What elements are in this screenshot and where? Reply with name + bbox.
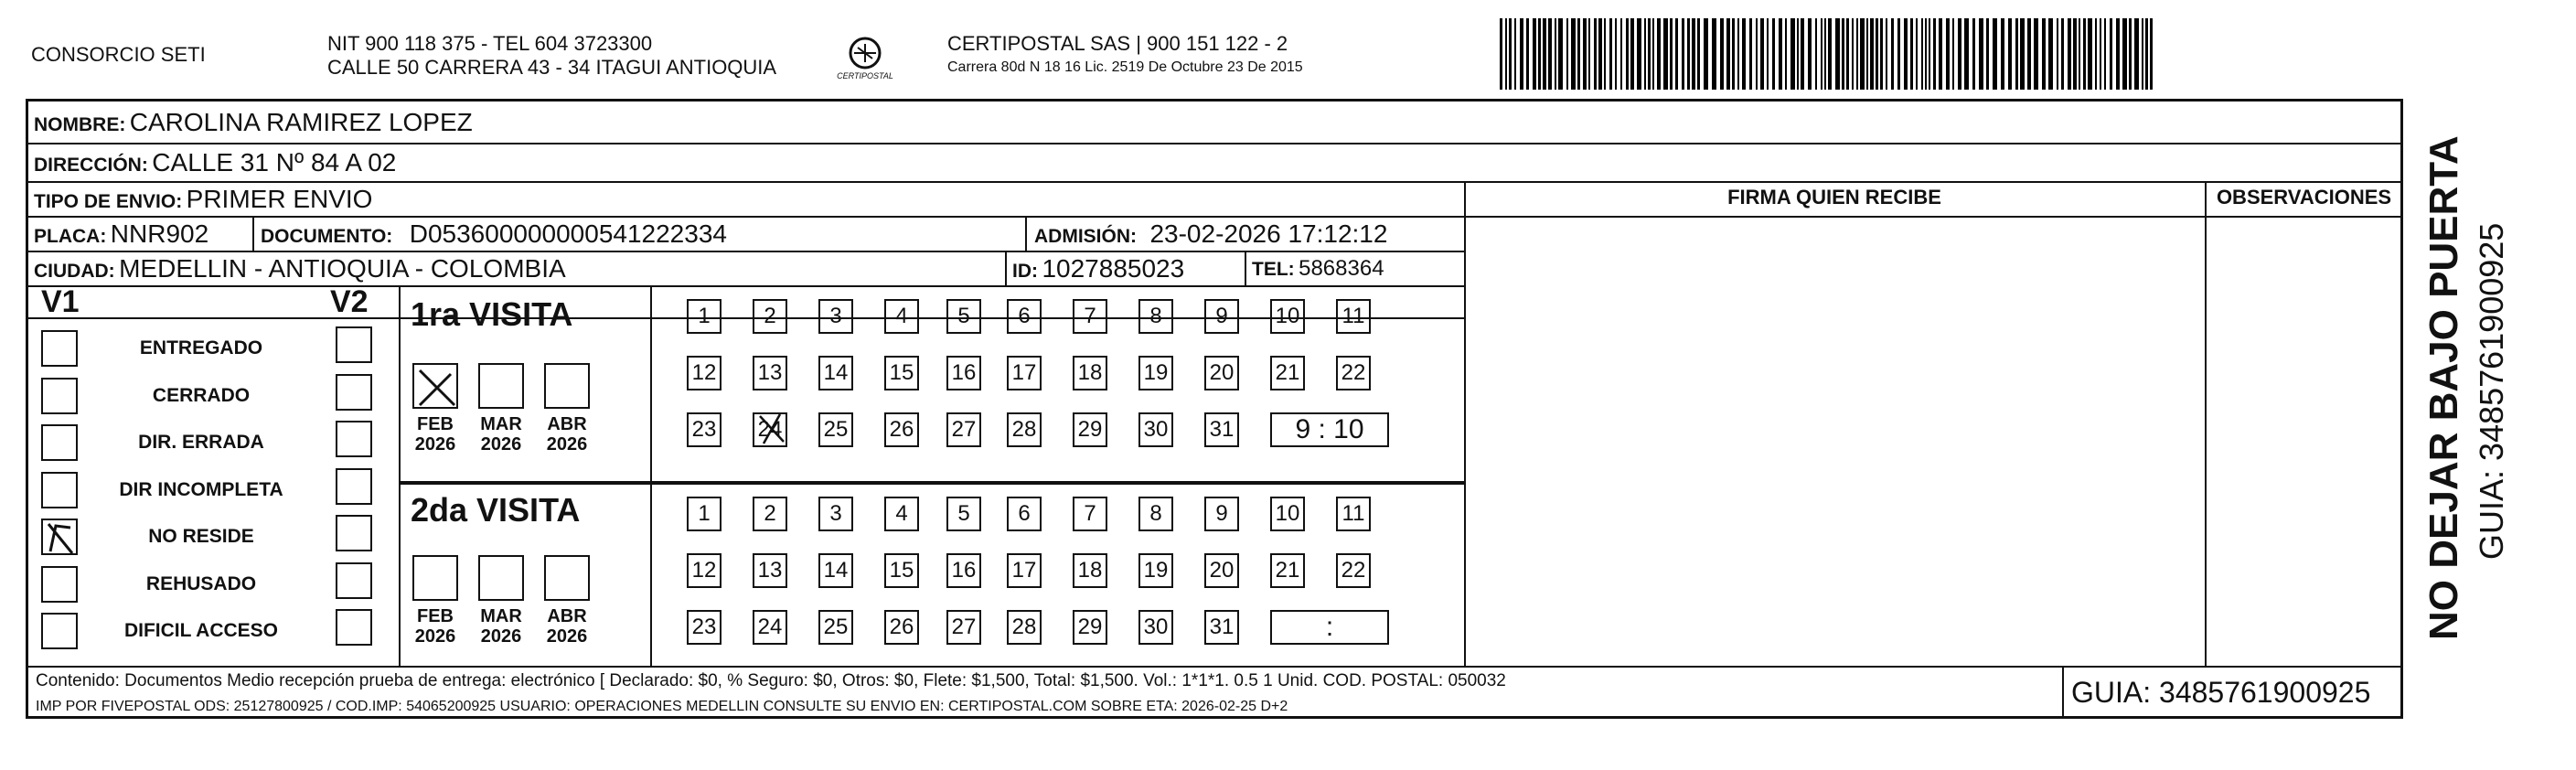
barcode-bar — [1929, 18, 1930, 90]
barcode-bar — [1558, 18, 1563, 90]
barcode-bar — [1891, 18, 1894, 90]
day-checkbox[interactable]: 18 — [1073, 553, 1107, 588]
day-checkbox[interactable]: 3 — [818, 299, 853, 334]
barcode-bar — [1790, 18, 1795, 90]
day-checkbox[interactable]: 14 — [818, 553, 853, 588]
barcode-bar — [1571, 18, 1576, 90]
id-cell: ID: 1027885023 — [1012, 254, 1185, 283]
day-checkbox[interactable]: 22 — [1336, 356, 1371, 390]
barcode-bar — [1972, 18, 1975, 90]
day-checkbox[interactable]: 30 — [1138, 610, 1173, 645]
day-checkbox[interactable]: 17 — [1007, 356, 1042, 390]
day-checkbox[interactable]: 5 — [946, 497, 981, 531]
barcode-bar — [1939, 18, 1942, 90]
documento-cell: DOCUMENTO: D053600000000541222334 — [261, 219, 727, 248]
day-checkbox[interactable]: 26 — [884, 610, 919, 645]
handwritten-mark-icon — [43, 520, 80, 557]
month-label — [538, 606, 596, 647]
day-checkbox[interactable]: 15 — [884, 356, 919, 390]
tipo-row: TIPO DE ENVIO: PRIMER ENVIO — [34, 185, 373, 213]
barcode-bar — [1979, 18, 1983, 90]
delivery-form — [26, 99, 2403, 719]
barcode-bar — [1993, 18, 1997, 90]
v1-checkbox[interactable] — [41, 330, 78, 367]
v2-checkbox[interactable] — [336, 326, 372, 363]
barcode-bar — [1866, 18, 1868, 90]
barcode — [1500, 18, 2158, 90]
month-name: FEB — [417, 606, 454, 626]
day-checkbox[interactable]: 11 — [1336, 299, 1371, 334]
barcode-bar — [1946, 18, 1950, 90]
barcode-bar — [1712, 18, 1716, 90]
day-checkbox[interactable]: 12 — [687, 553, 721, 588]
time-field[interactable]: 9 : 10 — [1270, 412, 1389, 447]
ciudad-value: MEDELLIN - ANTIOQUIA - COLOMBIA — [119, 254, 566, 283]
day-checkbox[interactable]: 6 — [1007, 497, 1042, 531]
barcode-bar — [1737, 18, 1739, 90]
certipostal-line: CERTIPOSTAL SAS | 900 151 122 - 2 — [947, 32, 1288, 55]
status-label: DIR INCOMPLETA — [119, 478, 283, 500]
v2-checkbox[interactable] — [336, 468, 372, 505]
barcode-bar — [1604, 18, 1606, 90]
barcode-bar — [1615, 18, 1617, 90]
day-checkbox[interactable]: 1 — [687, 497, 721, 531]
barcode-bar — [1916, 18, 1918, 90]
day-checkbox[interactable]: 7 — [1073, 299, 1107, 334]
footer-guia: GUIA: 3485761900925 — [2071, 676, 2371, 709]
barcode-bar — [2057, 18, 2058, 90]
day-checkbox[interactable]: 24 — [753, 412, 787, 447]
day-checkbox[interactable]: 3 — [818, 497, 853, 531]
v2-checkbox[interactable] — [336, 562, 372, 599]
barcode-bar — [1704, 18, 1708, 90]
barcode-bar — [2001, 18, 2004, 90]
documento-value: D053600000000541222334 — [409, 219, 727, 248]
barcode-bar — [1749, 18, 1752, 90]
barcode-bar — [2129, 18, 2132, 90]
barcode-bar — [1732, 18, 1735, 90]
day-checkbox[interactable]: 15 — [884, 553, 919, 588]
status-label: DIR. ERRADA — [138, 432, 264, 453]
day-checkbox[interactable]: 4 — [884, 497, 919, 531]
day-checkbox[interactable]: 31 — [1204, 610, 1239, 645]
day-checkbox[interactable]: 23 — [687, 412, 721, 447]
nombre-row: NOMBRE: CAROLINA RAMIREZ LOPEZ — [34, 108, 473, 136]
barcode-bar — [1598, 18, 1602, 90]
barcode-bar — [1609, 18, 1612, 90]
barcode-bar — [1675, 18, 1678, 90]
barcode-bar — [1964, 18, 1969, 90]
day-checkbox[interactable]: 8 — [1138, 299, 1173, 334]
barcode-bar — [1652, 18, 1654, 90]
barcode-bar — [1682, 18, 1684, 90]
v1-label: V1 — [41, 284, 80, 319]
barcode-bar — [1808, 18, 1812, 90]
barcode-bar — [1720, 18, 1724, 90]
status-label: NO RESIDE — [148, 526, 254, 547]
admision-cell: ADMISIÓN: 23-02-2026 17:12:12 — [1034, 219, 1388, 248]
barcode-bar — [2122, 18, 2127, 90]
certipostal-logo — [828, 33, 902, 88]
observaciones-header: OBSERVACIONES — [2216, 186, 2392, 209]
barcode-bar — [2061, 18, 2064, 90]
day-checkbox[interactable]: 10 — [1270, 299, 1305, 334]
handwritten-mark-icon — [756, 412, 787, 445]
month-year: 2026 — [546, 434, 588, 455]
day-checkbox[interactable]: 1 — [687, 299, 721, 334]
barcode-bar — [1543, 18, 1546, 90]
barcode-bar — [1842, 18, 1844, 90]
barcode-bar — [1566, 18, 1568, 90]
barcode-bar — [1577, 18, 1580, 90]
month-year: 2026 — [546, 626, 588, 647]
month-year: 2026 — [480, 434, 522, 455]
barcode-bar — [1933, 18, 1936, 90]
license-line: Carrera 80d N 18 16 Lic. 2519 De Octubre 23 De 2015 — [947, 59, 1303, 75]
day-checkbox[interactable]: 22 — [1336, 553, 1371, 588]
status-label: CERRADO — [152, 384, 251, 406]
day-checkbox[interactable]: 19 — [1138, 356, 1173, 390]
barcode-bar — [1767, 18, 1769, 90]
day-checkbox[interactable]: 5 — [946, 299, 981, 334]
barcode-bar — [2142, 18, 2143, 90]
day-checkbox[interactable]: 25 — [818, 412, 853, 447]
barcode-bar — [1583, 18, 1587, 90]
day-checkbox[interactable]: 24 — [753, 610, 787, 645]
firma-header: FIRMA QUIEN RECIBE — [1727, 186, 1941, 209]
month-name: ABR — [547, 414, 587, 434]
barcode-bar — [1509, 18, 1512, 90]
month-checkbox[interactable] — [478, 363, 524, 409]
barcode-bar — [1886, 18, 1887, 90]
barcode-bar — [1538, 18, 1541, 90]
v1-checkbox[interactable] — [41, 424, 78, 461]
barcode-bar — [2150, 18, 2153, 90]
barcode-bar — [1856, 18, 1858, 90]
barcode-bar — [1520, 18, 1523, 90]
ciudad-cell: CIUDAD: MEDELLIN - ANTIOQUIA - COLOMBIA — [34, 254, 566, 283]
barcode-bar — [1533, 18, 1536, 90]
month-name: MAR — [480, 606, 522, 626]
handwritten-mark-icon — [414, 365, 460, 411]
day-checkbox[interactable]: 4 — [884, 299, 919, 334]
day-checkbox[interactable]: 28 — [1007, 610, 1042, 645]
barcode-bar — [2134, 18, 2139, 90]
barcode-bar — [1846, 18, 1849, 90]
day-checkbox[interactable]: 17 — [1007, 553, 1042, 588]
tipo-value: PRIMER ENVIO — [186, 185, 373, 213]
barcode-bar — [2116, 18, 2120, 90]
barcode-bar — [2104, 18, 2106, 90]
barcode-bar — [1548, 18, 1552, 90]
barcode-bar — [1801, 18, 1804, 90]
month-checkbox[interactable] — [412, 363, 458, 409]
barcode-bar — [1824, 18, 1826, 90]
day-mark — [756, 412, 787, 451]
nit-line: NIT 900 118 375 - TEL 604 3723300 — [327, 32, 653, 55]
barcode-bar — [1785, 18, 1787, 90]
day-checkbox[interactable]: 29 — [1073, 412, 1107, 447]
day-checkbox[interactable]: 31 — [1204, 412, 1239, 447]
day-checkbox[interactable]: 30 — [1138, 412, 1173, 447]
v2-checkbox[interactable] — [336, 421, 372, 457]
barcode-bar — [1594, 18, 1597, 90]
barcode-bar — [1797, 18, 1799, 90]
side-guia: GUIA: 3485761900925 — [2473, 222, 2510, 560]
placa-value: NNR902 — [110, 219, 209, 248]
barcode-bar — [1742, 18, 1746, 90]
v1-checkbox[interactable] — [41, 519, 78, 555]
day-checkbox[interactable]: 7 — [1073, 497, 1107, 531]
day-checkbox[interactable]: 13 — [753, 553, 787, 588]
barcode-bar — [1555, 18, 1556, 90]
barcode-bar — [1692, 18, 1695, 90]
second-visit-title: 2da VISITA — [411, 491, 581, 529]
barcode-bar — [1620, 18, 1622, 90]
barcode-bar — [1697, 18, 1700, 90]
direccion-value: CALLE 31 Nº 84 A 02 — [152, 148, 397, 176]
barcode-bar — [1828, 18, 1832, 90]
barcode-bar — [1526, 18, 1529, 90]
barcode-bar — [1505, 18, 1507, 90]
month-checkbox[interactable] — [478, 555, 524, 601]
barcode-bar — [2083, 18, 2086, 90]
barcode-bar — [2100, 18, 2101, 90]
day-checkbox[interactable]: 19 — [1138, 553, 1173, 588]
barcode-bar — [1921, 18, 1923, 90]
barcode-bar — [2020, 18, 2025, 90]
barcode-bar — [2027, 18, 2031, 90]
day-checkbox[interactable]: 9 — [1204, 497, 1239, 531]
barcode-bar — [2048, 18, 2053, 90]
barcode-bar — [1760, 18, 1764, 90]
month-checkbox[interactable] — [544, 363, 590, 409]
month-year: 2026 — [414, 434, 456, 455]
barcode-bar — [1876, 18, 1878, 90]
barcode-bar — [1952, 18, 1954, 90]
day-checkbox[interactable]: 13 — [753, 356, 787, 390]
barcode-bar — [1870, 18, 1874, 90]
barcode-bar — [2079, 18, 2080, 90]
v2-checkbox[interactable] — [336, 374, 372, 411]
address-line: CALLE 50 CARRERA 43 - 34 ITAGUI ANTIOQUIA — [327, 56, 777, 79]
month-name: MAR — [480, 414, 522, 434]
barcode-bar — [2008, 18, 2012, 90]
day-checkbox[interactable]: 18 — [1073, 356, 1107, 390]
barcode-bar — [1880, 18, 1883, 90]
barcode-bar — [2110, 18, 2112, 90]
barcode-bar — [1670, 18, 1673, 90]
logo-text: CERTIPOSTAL — [837, 71, 893, 80]
barcode-bar — [1860, 18, 1865, 90]
day-checkbox[interactable]: 2 — [753, 497, 787, 531]
barcode-bar — [1904, 18, 1908, 90]
month-checkbox[interactable] — [544, 555, 590, 601]
barcode-bar — [1772, 18, 1775, 90]
day-checkbox[interactable]: 11 — [1336, 497, 1371, 531]
barcode-bar — [1897, 18, 1900, 90]
v1-checkbox[interactable] — [41, 566, 78, 603]
time-field[interactable]: : — [1270, 610, 1389, 645]
nombre-value: CAROLINA RAMIREZ LOPEZ — [129, 108, 473, 136]
day-checkbox[interactable]: 16 — [946, 553, 981, 588]
v1-checkbox[interactable] — [41, 472, 78, 508]
month-label — [406, 606, 465, 647]
id-value: 1027885023 — [1042, 254, 1185, 283]
admision-value: 23-02-2026 17:12:12 — [1149, 219, 1388, 248]
day-checkbox[interactable]: 21 — [1270, 553, 1305, 588]
barcode-bar — [2042, 18, 2046, 90]
month-year: 2026 — [414, 626, 456, 647]
status-label: REHUSADO — [145, 572, 257, 594]
month-name: FEB — [417, 414, 454, 434]
barcode-bar — [2088, 18, 2092, 90]
barcode-bar — [1687, 18, 1690, 90]
barcode-bar — [2034, 18, 2038, 90]
day-checkbox[interactable]: 23 — [687, 610, 721, 645]
barcode-bar — [1644, 18, 1646, 90]
month-label — [472, 606, 530, 647]
day-checkbox[interactable]: 8 — [1138, 497, 1173, 531]
month-year: 2026 — [480, 626, 522, 647]
day-checkbox[interactable]: 2 — [753, 299, 787, 334]
month-checkbox[interactable] — [412, 555, 458, 601]
day-checkbox[interactable]: 21 — [1270, 356, 1305, 390]
footer-contenido: Contenido: Documentos Medio recepción prueba de entrega: electrónico [ Declarado: $0, % Seguro: $0, Otros: $0, Flete: $1,500, Total: $1,500. Vol.: 1*1*1. 0.5 1 Unid. COD. POSTAL: 050032 — [36, 671, 1506, 690]
v1-checkbox[interactable] — [41, 378, 78, 414]
status-label: DIFICIL ACCESO — [123, 620, 278, 641]
status-label: ENTREGADO — [139, 337, 263, 358]
first-visit-title: 1ra VISITA — [411, 295, 573, 333]
tel-value: 5868364 — [1299, 256, 1384, 281]
barcode-bar — [1756, 18, 1758, 90]
barcode-bar — [1514, 18, 1516, 90]
company-name: CONSORCIO SETI — [31, 43, 206, 66]
day-checkbox[interactable]: 12 — [687, 356, 721, 390]
barcode-bar — [2073, 18, 2077, 90]
month-name: ABR — [547, 606, 587, 626]
day-checkbox[interactable]: 6 — [1007, 299, 1042, 334]
footer-imp-line: IMP POR FIVEPOSTAL ODS: 25127800925 / COD.IMP: 54065200925 USUARIO: OPERACIONES MEDELLIN CONSULTE SU ENVIO EN: CERTIPOSTAL.COM SOBRE ETA: 2026-02-25 D+2 — [36, 699, 1288, 714]
day-checkbox[interactable]: 9 — [1204, 299, 1239, 334]
day-checkbox[interactable]: 10 — [1270, 497, 1305, 531]
barcode-bar — [2015, 18, 2018, 90]
day-checkbox[interactable]: 20 — [1204, 356, 1239, 390]
day-checkbox[interactable]: 25 — [818, 610, 853, 645]
month-label — [406, 414, 465, 455]
barcode-bar — [1648, 18, 1651, 90]
day-checkbox[interactable]: 27 — [946, 610, 981, 645]
barcode-bar — [1910, 18, 1913, 90]
barcode-bar — [1637, 18, 1641, 90]
day-checkbox[interactable]: 29 — [1073, 610, 1107, 645]
v2-checkbox[interactable] — [336, 515, 372, 551]
day-checkbox[interactable]: 26 — [884, 412, 919, 447]
barcode-bar — [1779, 18, 1782, 90]
direccion-row: DIRECCIÓN: CALLE 31 Nº 84 A 02 — [34, 148, 397, 176]
barcode-bar — [1815, 18, 1817, 90]
barcode-bar — [1958, 18, 1961, 90]
barcode-bar — [1630, 18, 1634, 90]
day-checkbox[interactable]: 16 — [946, 356, 981, 390]
month-label — [472, 414, 530, 455]
barcode-bar — [1663, 18, 1668, 90]
barcode-bar — [1852, 18, 1854, 90]
barcode-bar — [1500, 18, 1502, 90]
day-checkbox[interactable]: 28 — [1007, 412, 1042, 447]
placa-cell: PLACA: NNR902 — [34, 219, 209, 248]
no-dejar-bajo-puerta: NO DEJAR BAJO PUERTA — [2421, 135, 2466, 640]
tel-cell: TEL: 5868364 — [1252, 256, 1384, 281]
barcode-bar — [2145, 18, 2148, 90]
barcode-bar — [1726, 18, 1730, 90]
barcode-bar — [2095, 18, 2097, 90]
v2-label: V2 — [330, 284, 369, 319]
barcode-bar — [1821, 18, 1822, 90]
barcode-bar — [2068, 18, 2071, 90]
day-checkbox[interactable]: 20 — [1204, 553, 1239, 588]
barcode-bar — [1925, 18, 1927, 90]
barcode-bar — [1835, 18, 1840, 90]
day-checkbox[interactable]: 27 — [946, 412, 981, 447]
day-checkbox[interactable]: 14 — [818, 356, 853, 390]
barcode-bar — [1588, 18, 1590, 90]
v1-checkbox[interactable] — [41, 613, 78, 649]
month-label — [538, 414, 596, 455]
v2-checkbox[interactable] — [336, 609, 372, 646]
barcode-bar — [1657, 18, 1661, 90]
barcode-bar — [1626, 18, 1629, 90]
barcode-bar — [1986, 18, 1989, 90]
